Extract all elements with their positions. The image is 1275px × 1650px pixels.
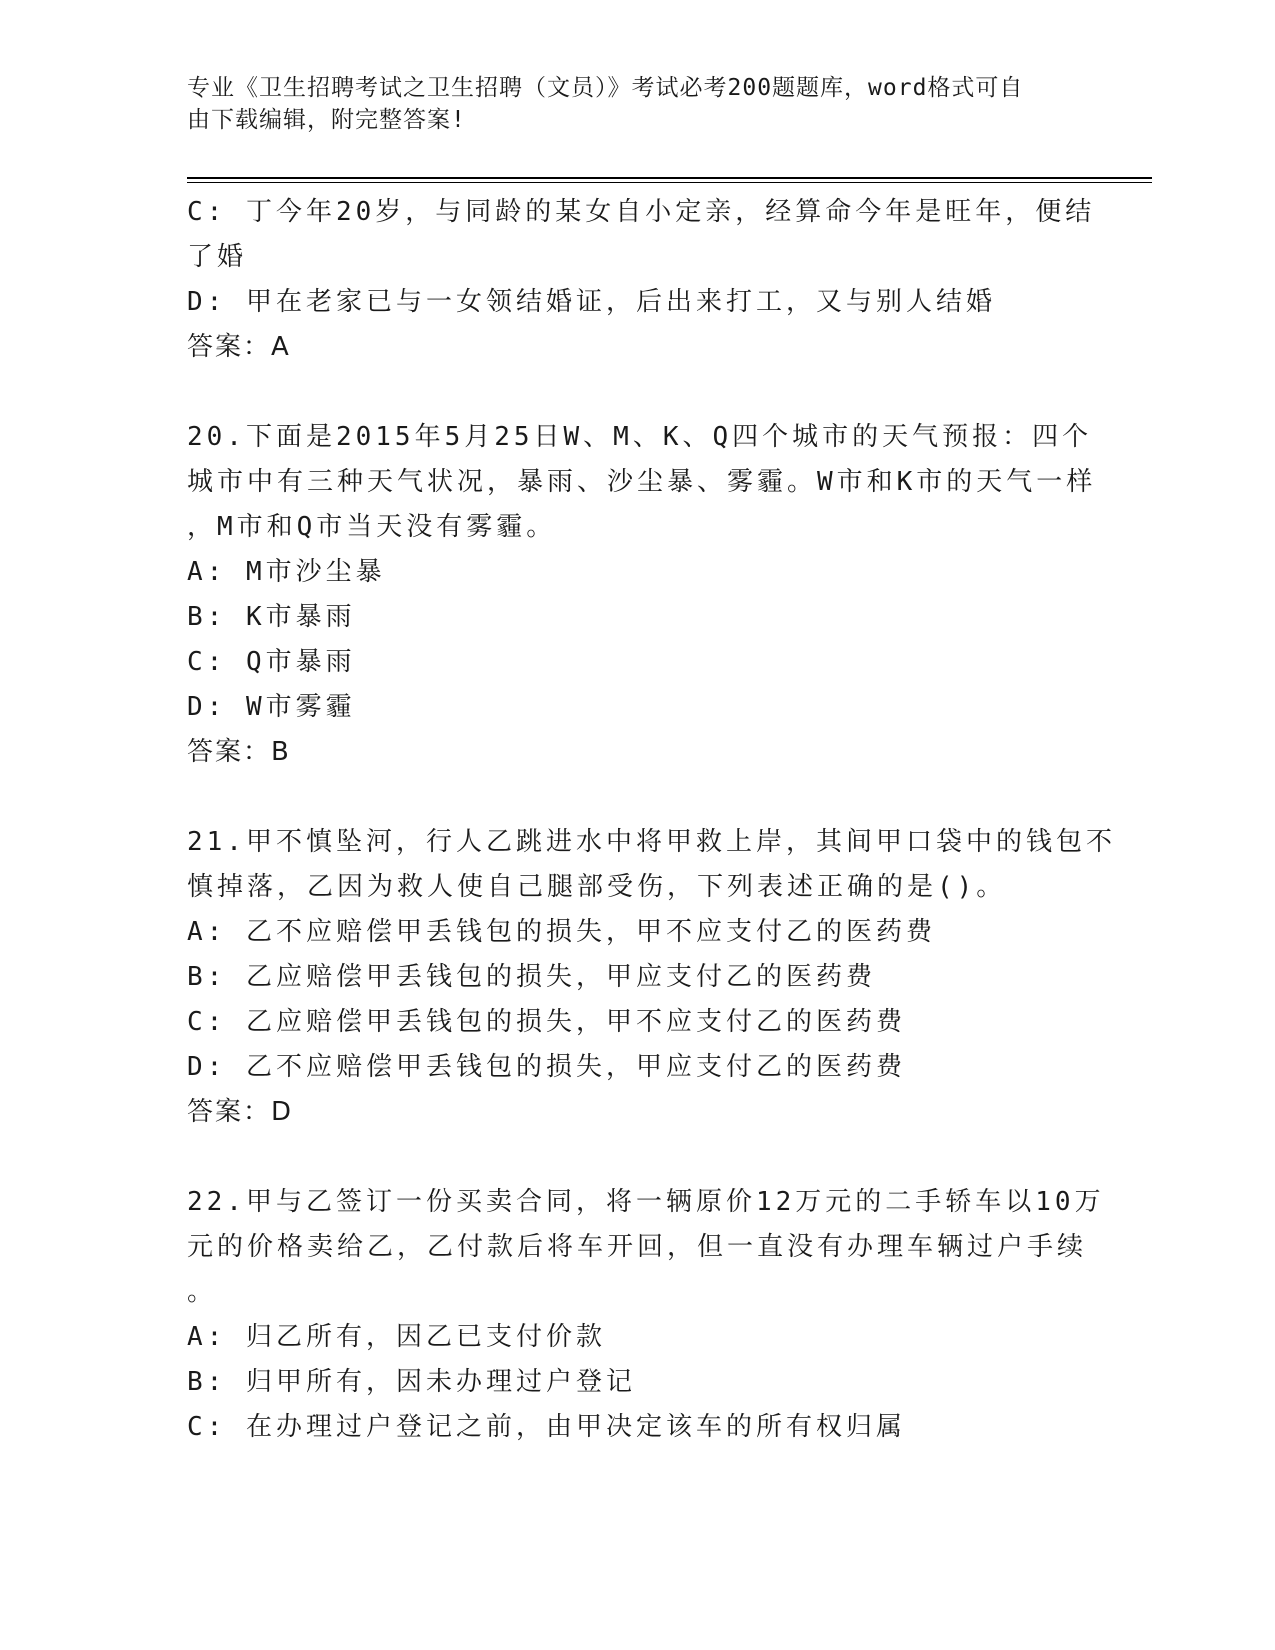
question-stem-line-1: 21.甲不慎坠河，行人乙跳进水中将甲救上岸，其间甲口袋中的钱包不 [187, 827, 1116, 857]
spacer [187, 370, 1087, 415]
page-header [187, 72, 1067, 136]
option-a: A: M市沙尘暴 [187, 557, 386, 587]
header-title-line-2: 由下载编辑，附完整答案! [187, 107, 466, 133]
option-b: B: 乙应赔偿甲丢钱包的损失，甲应支付乙的医药费 [187, 962, 876, 992]
question-22 [187, 1180, 1105, 1450]
option-b: B: K市暴雨 [187, 602, 356, 632]
option-c-line-2: 了婚 [187, 242, 248, 272]
option-c-line-1: C: 丁今年20岁，与同龄的某女自小定亲，经算命今年是旺年，便结 [187, 197, 1096, 227]
answer-label: 答案：A [187, 332, 291, 362]
question-stem-line-1: 22.甲与乙签订一份买卖合同，将一辆原价12万元的二手轿车以10万 [187, 1187, 1105, 1217]
question-20 [187, 415, 1097, 775]
spacer [187, 1135, 1087, 1180]
header-title-line-1: 专业《卫生招聘考试之卫生招聘（文员）》考试必考200题题库，word格式可自 [187, 75, 1024, 101]
question-stem-line-3: 。 [187, 1277, 218, 1307]
question-stem-line-1: 20.下面是2015年5月25日W、M、K、Q四个城市的天气预报：四个 [187, 422, 1093, 452]
option-b: B: 归甲所有，因未办理过户登记 [187, 1367, 636, 1397]
spacer [187, 775, 1087, 820]
answer-label: 答案：D [187, 1097, 294, 1127]
document-body [187, 190, 1116, 1450]
option-c: C: 在办理过户登记之前，由甲决定该车的所有权归属 [187, 1412, 906, 1442]
question-stem-line-2: 元的价格卖给乙，乙付款后将车开回，但一直没有办理车辆过户手续 [187, 1232, 1088, 1262]
question-stem-line-2: 城市中有三种天气状况，暴雨、沙尘暴、雾霾。W市和K市的天气一样 [187, 467, 1097, 497]
header-divider-thin [187, 182, 1152, 183]
option-d: D: 乙不应赔偿甲丢钱包的损失，甲应支付乙的医药费 [187, 1052, 906, 1082]
answer-label: 答案：B [187, 737, 291, 767]
question-21 [187, 820, 1116, 1135]
option-a: A: 归乙所有，因乙已支付价款 [187, 1322, 606, 1352]
option-c: C: Q市暴雨 [187, 647, 356, 677]
option-c: C: 乙应赔偿甲丢钱包的损失，甲不应支付乙的医药费 [187, 1007, 906, 1037]
option-a: A: 乙不应赔偿甲丢钱包的损失，甲不应支付乙的医药费 [187, 917, 936, 947]
option-d: D: 甲在老家已与一女领结婚证，后出来打工，又与别人结婚 [187, 287, 996, 317]
question-stem-line-3: ，M市和Q市当天没有雾霾。 [187, 512, 557, 542]
question-19-tail [187, 190, 1096, 370]
option-d: D: W市雾霾 [187, 692, 356, 722]
question-stem-line-2: 慎掉落，乙因为救人使自己腿部受伤，下列表述正确的是()。 [187, 872, 1007, 902]
header-divider-thick [187, 177, 1152, 179]
